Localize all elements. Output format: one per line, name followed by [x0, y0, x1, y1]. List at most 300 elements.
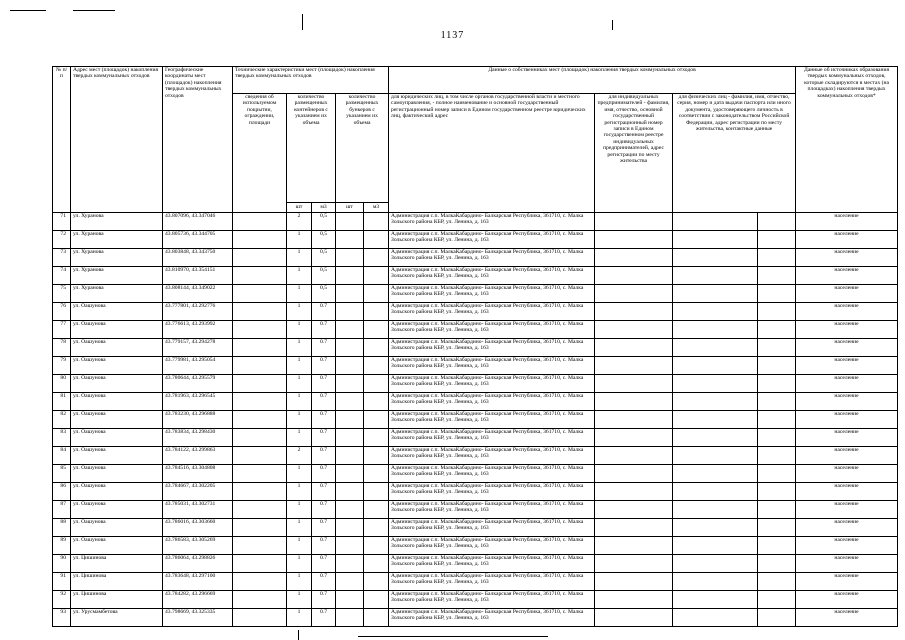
row-container-volume: 0.7: [312, 357, 336, 375]
row-coverage: [233, 483, 287, 501]
row-coverage: [233, 231, 287, 249]
row-container-count: 1: [287, 339, 312, 357]
row-container-count: 1: [287, 429, 312, 447]
row-owner-entrepreneur: [595, 213, 673, 231]
row-owner-entrepreneur: [595, 303, 673, 321]
row-coverage: [233, 393, 287, 411]
row-coverage: [233, 375, 287, 393]
row-address: ул. Оашунова: [71, 303, 163, 321]
row-owner-individual: [673, 339, 758, 357]
table-row: [53, 393, 898, 411]
header-unit-m3: м3: [312, 203, 336, 213]
row-owner-entrepreneur: [595, 591, 673, 609]
row-bunker-volume: [364, 411, 389, 429]
row-owner-entrepreneur: [595, 609, 673, 627]
row-owner-individual: [673, 447, 758, 465]
row-coordinates: 43.786064, 43.298826: [163, 555, 233, 573]
row-owner-entrepreneur: [595, 285, 673, 303]
table-row: [53, 321, 898, 339]
row-coordinates: 43.807096, 43.347046: [163, 213, 233, 231]
row-container-count: 1: [287, 519, 312, 537]
row-address: ул. Хуранова: [71, 267, 163, 285]
row-coverage: [233, 447, 287, 465]
row-owner-entrepreneur: [595, 393, 673, 411]
row-number: 82: [53, 411, 71, 429]
row-owner-entrepreneur: [595, 249, 673, 267]
row-owner-legal: Администрация с.п. МалкаКабардино- Балкарская Республика, 361710, с. Малка Зольского района КБР, ул. Ленина, д. 163: [389, 429, 595, 447]
row-container-volume: 0,5: [312, 249, 336, 267]
row-coordinates: 43.808144, 43.349022: [163, 285, 233, 303]
table-row: [53, 303, 898, 321]
page-number: 1137: [440, 30, 465, 41]
row-container-count: 1: [287, 321, 312, 339]
row-bunker-volume: [364, 591, 389, 609]
row-coordinates: 43.779981, 43.295054: [163, 357, 233, 375]
row-owner-individual: [673, 357, 758, 375]
row-address: ул. Оашунова: [71, 483, 163, 501]
row-container-volume: 0,5: [312, 231, 336, 249]
row-owner-entrepreneur: [595, 357, 673, 375]
row-bunker-volume: [364, 321, 389, 339]
row-owner-individual: [673, 285, 758, 303]
row-owner-legal: Администрация с.п. МалкаКабардино- Балкарская Республика, 361710, с. Малка Зольского района КБР, ул. Ленина, д. 163: [389, 537, 595, 555]
row-owner-entrepreneur: [595, 465, 673, 483]
row-number: 81: [53, 393, 71, 411]
table-row: [53, 285, 898, 303]
row-container-count: 1: [287, 537, 312, 555]
row-owner-extra: [758, 609, 796, 627]
header-individuals: для физических лиц - фамилия, имя, отчество, серия, номер и дата выдачи паспорта или иного документа, удостоверяющего личность в соответствии с законодательством Российской Федерации, адрес регистрации по месту жительства, контактные данные: [673, 94, 796, 213]
table-row: [53, 483, 898, 501]
row-owner-individual: [673, 501, 758, 519]
row-owner-legal: Администрация с.п. МалкаКабардино- Балкарская Республика, 361710, с. Малка Зольского района КБР, ул. Ленина, д. 163: [389, 555, 595, 573]
row-source: население: [796, 429, 898, 447]
row-bunker-count: [336, 393, 364, 411]
row-bunker-count: [336, 501, 364, 519]
row-owner-individual: [673, 537, 758, 555]
row-owner-individual: [673, 375, 758, 393]
row-address: ул. Цишинова: [71, 555, 163, 573]
row-owner-individual: [673, 429, 758, 447]
row-owner-extra: [758, 339, 796, 357]
row-owner-extra: [758, 249, 796, 267]
row-source: население: [796, 537, 898, 555]
row-coverage: [233, 213, 287, 231]
table-row: [53, 411, 898, 429]
row-number: 84: [53, 447, 71, 465]
row-owner-entrepreneur: [595, 537, 673, 555]
row-bunker-count: [336, 285, 364, 303]
row-coverage: [233, 555, 287, 573]
row-owner-entrepreneur: [595, 375, 673, 393]
table-row: [53, 375, 898, 393]
row-bunker-volume: [364, 357, 389, 375]
table-row: [53, 231, 898, 249]
row-owner-legal: Администрация с.п. МалкаКабардино- Балкарская Республика, 361710, с. Малка Зольского района КБР, ул. Ленина, д. 163: [389, 339, 595, 357]
row-owner-individual: [673, 555, 758, 573]
row-address: ул. Оашунова: [71, 339, 163, 357]
row-source: население: [796, 465, 898, 483]
row-number: 91: [53, 573, 71, 591]
row-number: 90: [53, 555, 71, 573]
row-coordinates: 43.779157, 43.294278: [163, 339, 233, 357]
row-number: 77: [53, 321, 71, 339]
row-owner-individual: [673, 213, 758, 231]
row-number: 78: [53, 339, 71, 357]
row-address: ул. Цишинова: [71, 573, 163, 591]
header-unit-pcs: шт: [287, 203, 312, 213]
header-address: Адрес мест (площадок) накопления твердых коммунальных отходов: [71, 67, 163, 213]
row-bunker-count: [336, 267, 364, 285]
header-sources: Данные об источниках образования твердых коммунальных отходов, которые складируются в местах (на площадках) накопления твердых коммунальных отходов*: [796, 67, 898, 213]
row-bunker-count: [336, 339, 364, 357]
table-row: [53, 429, 898, 447]
row-owner-entrepreneur: [595, 447, 673, 465]
row-source: население: [796, 357, 898, 375]
row-bunker-count: [336, 303, 364, 321]
row-owner-entrepreneur: [595, 483, 673, 501]
row-bunker-volume: [364, 393, 389, 411]
row-container-count: 1: [287, 375, 312, 393]
row-owner-individual: [673, 591, 758, 609]
row-owner-extra: [758, 555, 796, 573]
row-owner-legal: Администрация с.п. МалкаКабардино- Балкарская Республика, 361710, с. Малка Зольского района КБР, ул. Ленина, д. 163: [389, 447, 595, 465]
row-coverage: [233, 465, 287, 483]
row-owner-extra: [758, 231, 796, 249]
row-owner-legal: Администрация с.п. МалкаКабардино- Балкарская Республика, 361710, с. Малка Зольского района КБР, ул. Ленина, д. 163: [389, 465, 595, 483]
row-bunker-count: [336, 249, 364, 267]
row-number: 79: [53, 357, 71, 375]
row-bunker-count: [336, 483, 364, 501]
row-owner-extra: [758, 303, 796, 321]
row-coordinates: 43.786583, 43.305269: [163, 537, 233, 555]
row-bunker-volume: [364, 429, 389, 447]
row-coordinates: 43.780644, 43.295579: [163, 375, 233, 393]
row-container-volume: 0.7: [312, 555, 336, 573]
row-bunker-count: [336, 555, 364, 573]
row-owner-extra: [758, 465, 796, 483]
row-source: население: [796, 321, 898, 339]
row-source: население: [796, 411, 898, 429]
row-source: население: [796, 609, 898, 627]
row-owner-legal: Администрация с.п. МалкаКабардино- Балкарская Республика, 361710, с. Малка Зольского района КБР, ул. Ленина, д. 163: [389, 285, 595, 303]
header-legal: для юридических лиц, в том числе органов государственной власти и местного самоуправления, - полное наименование и основной государственный регистрационный номер записи в Едином государственном реестре юридических лиц, фактический адрес: [389, 94, 595, 213]
row-source: население: [796, 213, 898, 231]
row-owner-extra: [758, 393, 796, 411]
row-owner-entrepreneur: [595, 231, 673, 249]
row-bunker-volume: [364, 555, 389, 573]
table-row: [53, 537, 898, 555]
row-source: население: [796, 303, 898, 321]
table-row: [53, 609, 898, 627]
row-bunker-volume: [364, 267, 389, 285]
row-owner-extra: [758, 411, 796, 429]
row-container-volume: 0.7: [312, 591, 336, 609]
row-owner-legal: Администрация с.п. МалкаКабардино- Балкарская Республика, 361710, с. Малка Зольского района КБР, ул. Ленина, д. 163: [389, 267, 595, 285]
header-unit-m3: м3: [364, 203, 389, 213]
row-owner-legal: Администрация с.п. МалкаКабардино- Балкарская Республика, 361710, с. Малка Зольского района КБР, ул. Ленина, д. 163: [389, 393, 595, 411]
row-bunker-volume: [364, 501, 389, 519]
row-address: ул. Цишинова: [71, 591, 163, 609]
row-source: население: [796, 447, 898, 465]
row-container-volume: 0.7: [312, 483, 336, 501]
row-source: население: [796, 267, 898, 285]
row-container-count: 2: [287, 447, 312, 465]
row-coordinates: 43.784122, 43.299863: [163, 447, 233, 465]
row-bunker-count: [336, 519, 364, 537]
row-owner-legal: Администрация с.п. МалкаКабардино- Балкарская Республика, 361710, с. Малка Зольского района КБР, ул. Ленина, д. 163: [389, 249, 595, 267]
row-bunker-volume: [364, 483, 389, 501]
row-number: 85: [53, 465, 71, 483]
row-coordinates: 43.786016, 43.303660: [163, 519, 233, 537]
row-bunker-volume: [364, 231, 389, 249]
row-address: ул. Оашунова: [71, 357, 163, 375]
row-owner-individual: [673, 393, 758, 411]
row-number: 72: [53, 231, 71, 249]
row-owner-individual: [673, 321, 758, 339]
row-number: 88: [53, 519, 71, 537]
row-bunker-volume: [364, 339, 389, 357]
row-coordinates: 43.805736, 43.344705: [163, 231, 233, 249]
row-coordinates: 43.803848, 43.343750: [163, 249, 233, 267]
row-source: население: [796, 501, 898, 519]
row-bunker-volume: [364, 573, 389, 591]
bottom-rule: [358, 636, 548, 637]
row-coordinates: 43.810970, 43.354151: [163, 267, 233, 285]
row-owner-extra: [758, 591, 796, 609]
row-number: 71: [53, 213, 71, 231]
row-owner-extra: [758, 429, 796, 447]
row-owner-entrepreneur: [595, 501, 673, 519]
row-owner-legal: Администрация с.п. МалкаКабардино- Балкарская Республика, 361710, с. Малка Зольского района КБР, ул. Ленина, д. 163: [389, 519, 595, 537]
row-coordinates: 43.783648, 43.297100: [163, 573, 233, 591]
header-coords: Географические координаты мест (площадок) накопления твердых коммунальных отходов: [163, 67, 233, 213]
row-coverage: [233, 591, 287, 609]
row-owner-legal: Администрация с.п. МалкаКабардино- Балкарская Республика, 361710, с. Малка Зольского района КБР, ул. Ленина, д. 163: [389, 321, 595, 339]
row-container-volume: 0.7: [312, 339, 336, 357]
row-coverage: [233, 267, 287, 285]
row-owner-extra: [758, 537, 796, 555]
row-container-count: 1: [287, 249, 312, 267]
row-owner-extra: [758, 519, 796, 537]
row-container-count: 1: [287, 411, 312, 429]
header-entrepreneurs: для индивидуальных предпринимателей - фамилия, имя, отчество, основной государственный регистрационный номер записи в Едином государственном реестре индивидуальных предпринимателей, адрес регистрации по месту жительства: [595, 94, 673, 213]
row-owner-individual: [673, 411, 758, 429]
row-bunker-count: [336, 231, 364, 249]
row-owner-legal: Администрация с.п. МалкаКабардино- Балкарская Республика, 361710, с. Малка Зольского района КБР, ул. Ленина, д. 163: [389, 375, 595, 393]
row-owner-entrepreneur: [595, 321, 673, 339]
row-owner-legal: Администрация с.п. МалкаКабардино- Балкарская Республика, 361710, с. Малка Зольского района КБР, ул. Ленина, д. 163: [389, 303, 595, 321]
header-owners: Данные о собственниках мест (площадок) накопления твердых коммунальных отходов: [389, 67, 796, 94]
table-body: [53, 213, 898, 627]
row-source: население: [796, 555, 898, 573]
row-container-count: 1: [287, 591, 312, 609]
row-bunker-count: [336, 573, 364, 591]
row-coordinates: 43.784282, 43.296669: [163, 591, 233, 609]
row-container-count: 1: [287, 267, 312, 285]
row-container-volume: 0,5: [312, 213, 336, 231]
row-owner-legal: Администрация с.п. МалкаКабардино- Балкарская Республика, 361710, с. Малка Зольского района КБР, ул. Ленина, д. 163: [389, 411, 595, 429]
row-container-count: 1: [287, 483, 312, 501]
row-address: ул. Оашунова: [71, 429, 163, 447]
row-owner-entrepreneur: [595, 519, 673, 537]
row-owner-legal: Администрация с.п. МалкаКабардино- Балкарская Республика, 361710, с. Малка Зольского района КБР, ул. Ленина, д. 163: [389, 357, 595, 375]
row-bunker-count: [336, 447, 364, 465]
table-row: [53, 339, 898, 357]
header-num: № п/п: [53, 67, 71, 213]
row-number: 74: [53, 267, 71, 285]
row-bunker-count: [336, 213, 364, 231]
bottom-tick: [298, 630, 299, 640]
row-source: население: [796, 375, 898, 393]
row-number: 89: [53, 537, 71, 555]
row-source: население: [796, 249, 898, 267]
row-number: 87: [53, 501, 71, 519]
row-container-count: 1: [287, 231, 312, 249]
row-bunker-count: [336, 357, 364, 375]
row-coverage: [233, 357, 287, 375]
row-address: ул. Оашунова: [71, 447, 163, 465]
row-owner-individual: [673, 231, 758, 249]
row-owner-entrepreneur: [595, 573, 673, 591]
row-coverage: [233, 249, 287, 267]
row-coverage: [233, 573, 287, 591]
row-container-volume: 0,5: [312, 267, 336, 285]
row-container-volume: 0.7: [312, 303, 336, 321]
row-bunker-count: [336, 591, 364, 609]
row-owner-legal: Администрация с.п. МалкаКабардино- Балкарская Республика, 361710, с. Малка Зольского района КБР, ул. Ленина, д. 163: [389, 213, 595, 231]
row-owner-legal: Администрация с.п. МалкаКабардино- Балкарская Республика, 361710, с. Малка Зольского района КБР, ул. Ленина, д. 163: [389, 573, 595, 591]
row-coverage: [233, 501, 287, 519]
table-row: [53, 447, 898, 465]
row-container-count: 1: [287, 357, 312, 375]
row-coordinates: 43.784667, 43.302205: [163, 483, 233, 501]
row-address: ул. Оашунова: [71, 393, 163, 411]
row-owner-individual: [673, 483, 758, 501]
row-bunker-count: [336, 429, 364, 447]
table-row: [53, 573, 898, 591]
top-tick-2: [612, 20, 613, 30]
table-row: [53, 267, 898, 285]
row-owner-legal: Администрация с.п. МалкаКабардино- Балкарская Республика, 361710, с. Малка Зольского района КБР, ул. Ленина, д. 163: [389, 483, 595, 501]
row-bunker-volume: [364, 465, 389, 483]
row-owner-extra: [758, 213, 796, 231]
row-owner-legal: Администрация с.п. МалкаКабардино- Балкарская Республика, 361710, с. Малка Зольского района КБР, ул. Ленина, д. 163: [389, 501, 595, 519]
row-source: население: [796, 285, 898, 303]
row-number: 92: [53, 591, 71, 609]
row-number: 86: [53, 483, 71, 501]
row-owner-entrepreneur: [595, 339, 673, 357]
row-address: ул. Хуранова: [71, 213, 163, 231]
table-row: [53, 213, 898, 231]
row-container-volume: 0.7: [312, 609, 336, 627]
row-container-volume: 0.7: [312, 375, 336, 393]
waste-sites-table: [52, 66, 898, 627]
row-coverage: [233, 285, 287, 303]
row-owner-extra: [758, 267, 796, 285]
header-containers: количество размещенных контейнеров с указанием их объема: [287, 94, 336, 203]
row-bunker-count: [336, 321, 364, 339]
row-owner-extra: [758, 321, 796, 339]
row-bunker-volume: [364, 375, 389, 393]
row-owner-entrepreneur: [595, 411, 673, 429]
table-row: [53, 501, 898, 519]
row-number: 83: [53, 429, 71, 447]
row-owner-legal: Администрация с.п. МалкаКабардино- Балкарская Республика, 361710, с. Малка Зольского района КБР, ул. Ленина, д. 163: [389, 609, 595, 627]
table-row: [53, 555, 898, 573]
row-coordinates: 43.785031, 43.302731: [163, 501, 233, 519]
row-bunker-volume: [364, 213, 389, 231]
row-container-count: 1: [287, 285, 312, 303]
row-bunker-count: [336, 411, 364, 429]
row-container-volume: 0.7: [312, 501, 336, 519]
row-owner-individual: [673, 303, 758, 321]
row-container-count: 2: [287, 213, 312, 231]
row-container-volume: 0.7: [312, 519, 336, 537]
row-container-count: 1: [287, 303, 312, 321]
header-bunkers: количество размещенных бункеров с указанием их объема: [336, 94, 389, 203]
table-row: [53, 519, 898, 537]
row-container-count: 1: [287, 465, 312, 483]
row-coverage: [233, 519, 287, 537]
row-address: ул. Хуранова: [71, 249, 163, 267]
row-coordinates: 43.784516, 43.304808: [163, 465, 233, 483]
row-address: ул. Хуранова: [71, 285, 163, 303]
row-coverage: [233, 429, 287, 447]
row-owner-individual: [673, 519, 758, 537]
row-container-volume: 0.7: [312, 537, 336, 555]
header-unit-pcs: шт: [336, 203, 364, 213]
row-container-count: 1: [287, 555, 312, 573]
row-number: 93: [53, 609, 71, 627]
row-owner-extra: [758, 501, 796, 519]
row-container-count: 1: [287, 393, 312, 411]
row-source: население: [796, 231, 898, 249]
row-owner-individual: [673, 573, 758, 591]
row-address: ул. Оашунова: [71, 519, 163, 537]
row-coordinates: 43.776613, 43.293992: [163, 321, 233, 339]
row-coordinates: 43.798669, 43.325335: [163, 609, 233, 627]
row-container-volume: 0,5: [312, 285, 336, 303]
row-container-volume: 0.7: [312, 465, 336, 483]
row-coordinates: 43.777801, 43.292776: [163, 303, 233, 321]
row-coordinates: 43.783834, 43.298430: [163, 429, 233, 447]
top-rule-left: [10, 10, 46, 11]
row-container-count: 1: [287, 501, 312, 519]
row-coverage: [233, 609, 287, 627]
row-owner-extra: [758, 573, 796, 591]
row-coverage: [233, 303, 287, 321]
row-coverage: [233, 411, 287, 429]
table-row: [53, 591, 898, 609]
row-source: население: [796, 519, 898, 537]
row-container-volume: 0.7: [312, 447, 336, 465]
row-source: население: [796, 573, 898, 591]
row-source: население: [796, 393, 898, 411]
row-container-count: 1: [287, 573, 312, 591]
row-source: население: [796, 483, 898, 501]
row-owner-extra: [758, 483, 796, 501]
row-address: ул. Оашунова: [71, 321, 163, 339]
row-bunker-volume: [364, 303, 389, 321]
row-source: население: [796, 339, 898, 357]
row-owner-individual: [673, 267, 758, 285]
row-address: ул. Оашунова: [71, 411, 163, 429]
row-owner-entrepreneur: [595, 429, 673, 447]
row-coordinates: 43.783230, 43.296888: [163, 411, 233, 429]
header-tech: Технические характеристики мест (площадок) накопления твердых коммунальных отходов: [233, 67, 389, 94]
row-owner-individual: [673, 465, 758, 483]
